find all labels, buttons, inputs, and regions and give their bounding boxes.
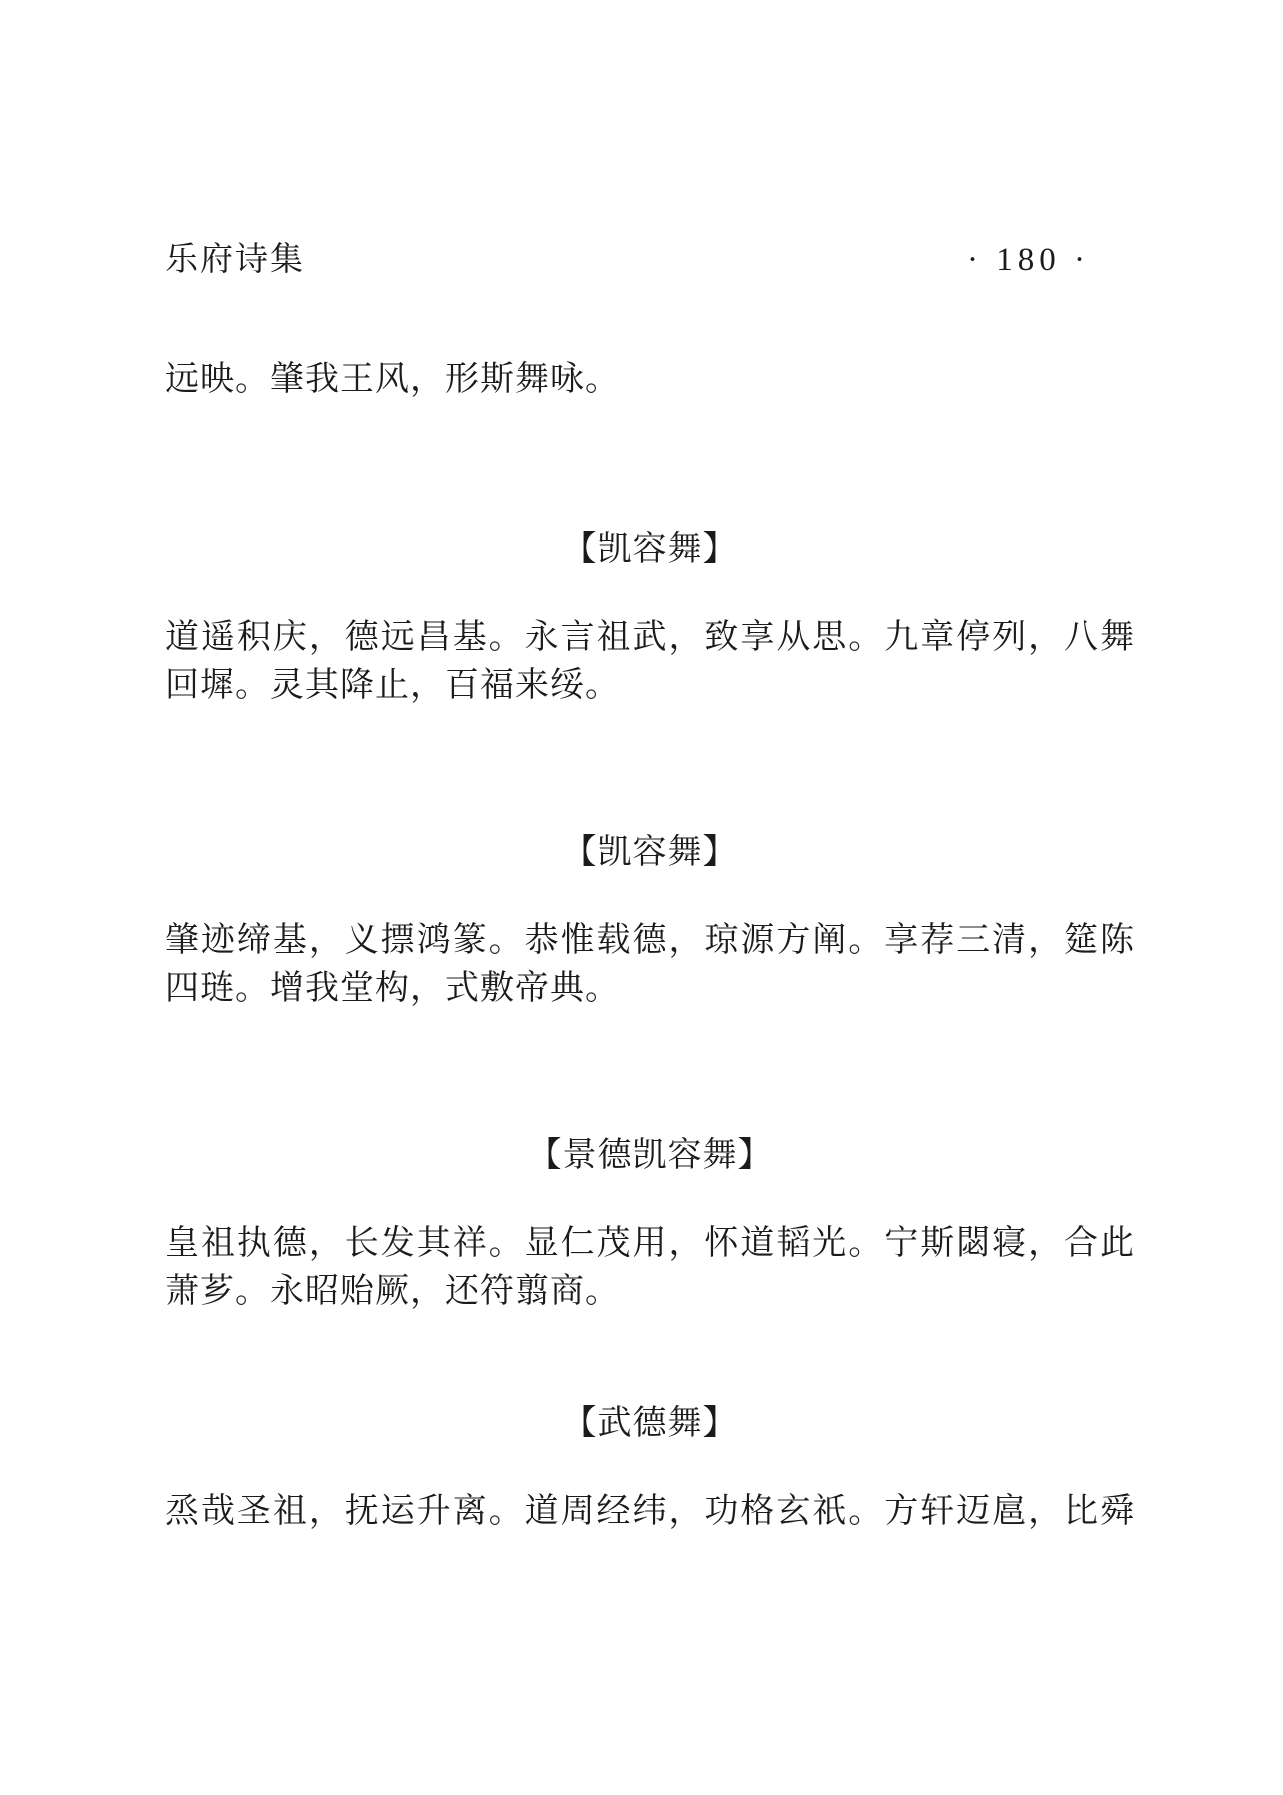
poem-title: 【武德舞】: [562, 1405, 738, 1442]
running-title: 乐府诗集: [165, 242, 305, 278]
poem-line: 萧芗。永昭贻厥，还符翦商。: [165, 1273, 620, 1310]
poem-paragraph: [165, 1220, 1135, 1316]
poem-line: 四琏。增我堂构，式敷帝典。: [165, 970, 620, 1007]
page-number: · 180 ·: [967, 242, 1090, 278]
page-header: [165, 236, 1135, 284]
continuation-line: 远映。肇我王风，形斯舞咏。: [165, 361, 620, 398]
poem-section-3: [165, 1132, 1135, 1316]
poem-section-2: [165, 829, 1135, 1013]
poem-title: 【景德凯容舞】: [527, 1137, 773, 1174]
poem-section-1: [165, 526, 1135, 710]
poem-paragraph: [165, 614, 1135, 710]
poem-paragraph: [165, 1488, 1135, 1536]
poem-title: 【凯容舞】: [562, 531, 738, 568]
poem-section-4: [165, 1400, 1135, 1536]
poem-line: 肇迹缔基，义摽鸿篆。恭惟载德，琼源方阐。享荐三清，筵陈: [165, 922, 1135, 959]
poem-line: 烝哉圣祖，抚运升离。道周经纬，功格玄祇。方轩迈扈，比舜: [165, 1493, 1135, 1530]
poem-line: 回墀。灵其降止，百福来绥。: [165, 667, 620, 704]
poem-line: 皇祖执德，长发其祥。显仁茂用，怀道韬光。宁斯閟寝，合此: [165, 1225, 1135, 1262]
poem-line: 道遥积庆，德远昌基。永言祖武，致享从思。九章停列，八舞: [165, 619, 1135, 656]
poem-title: 【凯容舞】: [562, 834, 738, 871]
poem-paragraph: [165, 917, 1135, 1013]
